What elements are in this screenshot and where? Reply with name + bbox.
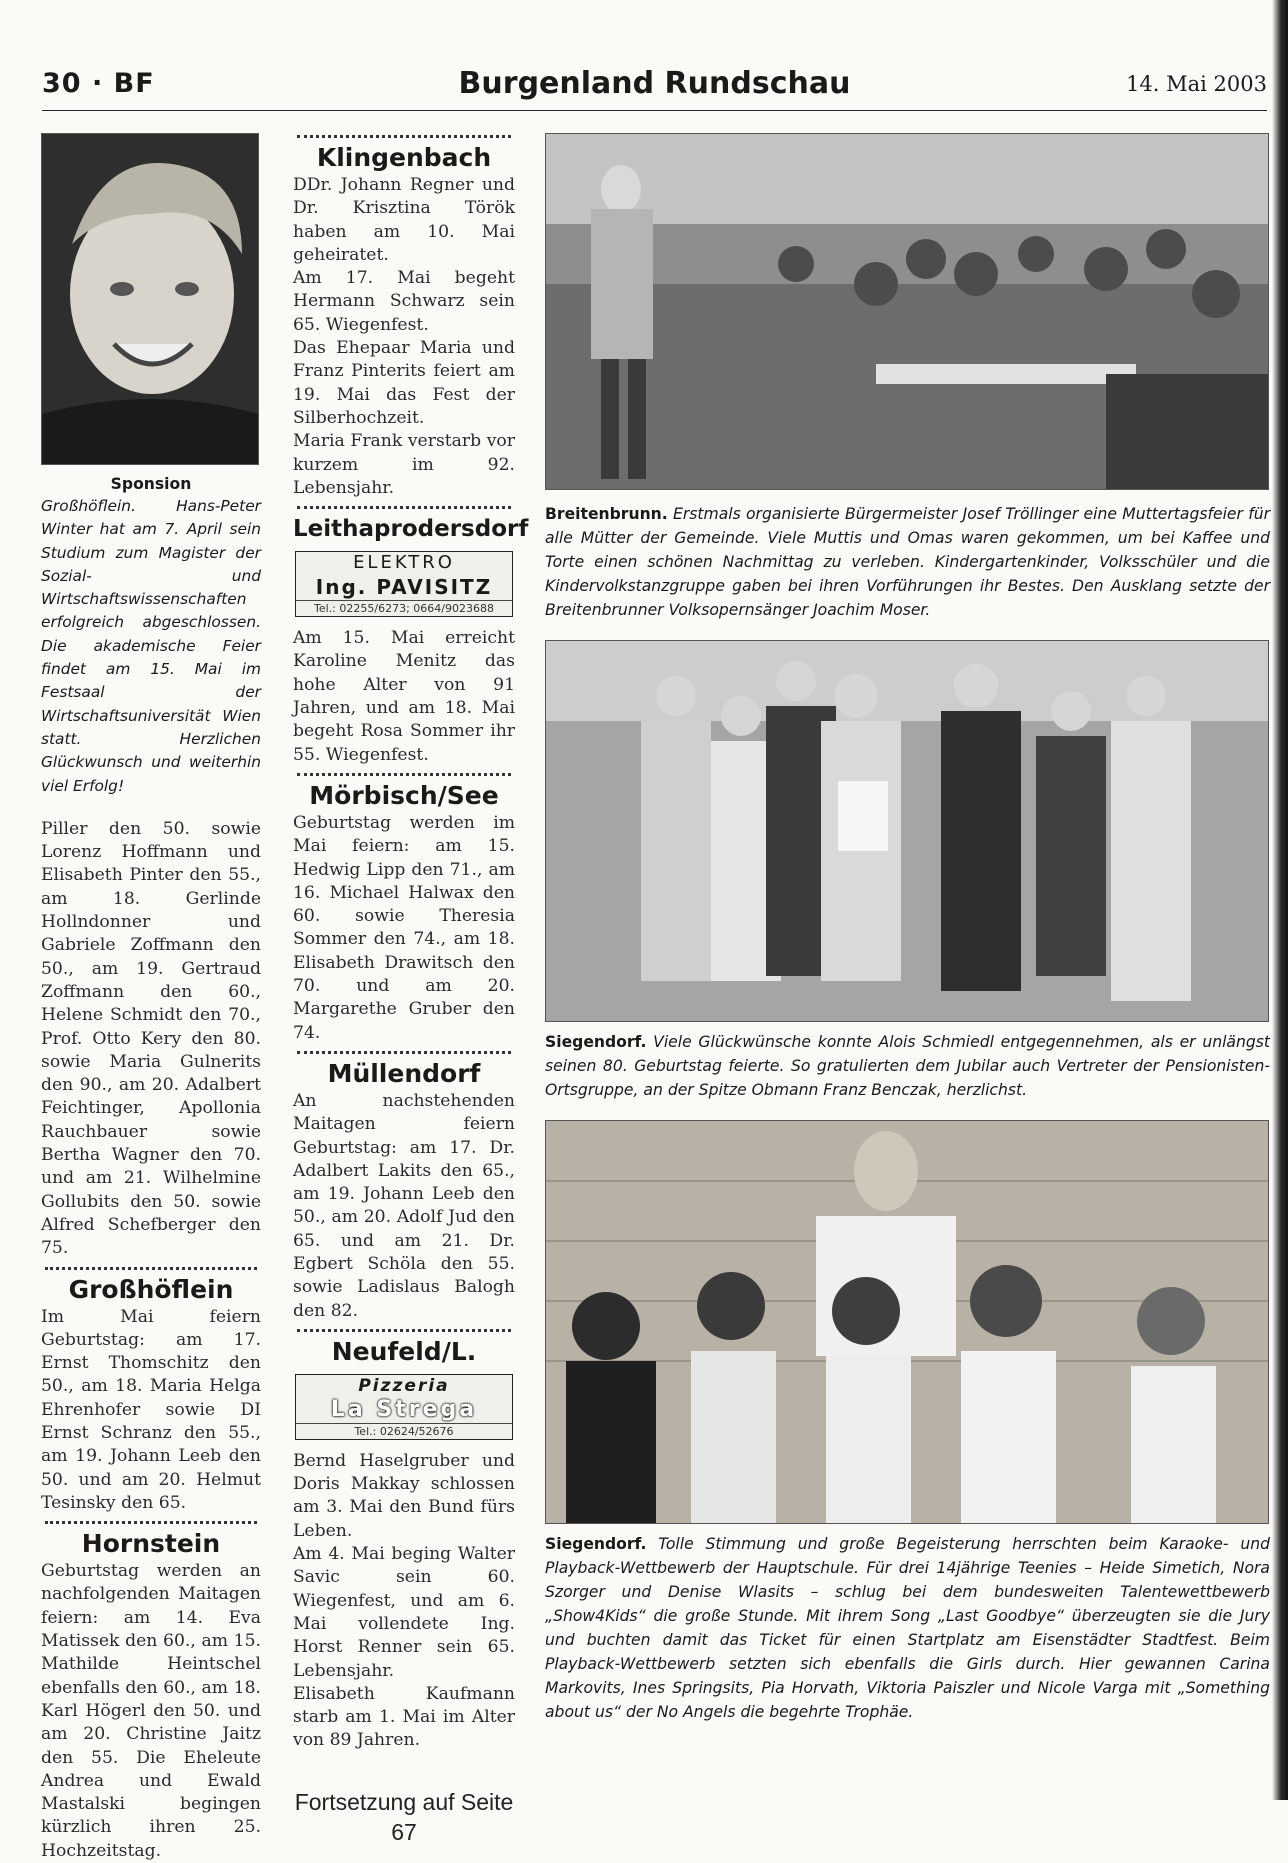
ad-line-2: Ing. PAVISITZ [315,575,493,600]
photo-breitenbrunn [545,133,1269,490]
newspaper-title: Burgenland Rundschau [458,66,851,101]
advertisement-pizzeria-la-strega [295,1374,513,1440]
muellendorf-text: An nachstehenden Maitagen feiern Geburtstag: am 17. Dr. Adalbert Lakits den 65., am 19. Johann Leeb den 50., am 20. Adolf Jud den 65. und am 21. Dr. Egbert Schöla den 55. sowie Ladislaus Balogh den 82. [293,1090,515,1321]
divider [297,1051,511,1054]
column-1 [41,133,261,1863]
caption-place: Siegendorf. [545,1033,647,1051]
caption-text: Viele Glückwünsche konnte Alois Schmiedl entgegennehmen, als er unlängst seinen 80. Geburtstag feierte. So gratulierten dem Jubilar auch Vertreter der Pensionisten-Ortsgruppe, an der Spitze Obmann Franz Benczak, herzlichst. [545,1033,1270,1099]
page-number: 30 · BF [42,68,155,99]
ad-phone: Tel.: 02624/52676 [296,1423,512,1439]
hornstein-text: Geburtstag werden an nachfolgenden Maitagen feiern: am 14. Eva Matissek den 60., am 15. Mathilde Heintschel ebenfalls den 60., am 18. Karl Högerl den 50. und am 20. Christine Jaitz den 55. Die Eheleute Andrea und Ewald Mastalski begingen kürzlich ihren 25. Hochzeitstag. [41,1561,261,1861]
divider [297,1329,511,1332]
neufeld-text-1: Bernd Haselgruber und Doris Makkay schlossen am 3. Mai den Bund fürs Leben. [293,1450,515,1541]
divider [297,506,511,509]
moerbisch-text: Geburtstag werden im Mai feiern: am 15. Hedwig Lipp den 71., am 16. Michael Halwax den 60. sowie Theresia Sommer den 74., am 18. Elisabeth Drawitsch den 70. und am 20. Margarethe Gruber den 74. [293,812,515,1043]
heading-leithaprodersdorf: Leithaprodersdorf [293,516,529,543]
caption-place: Siegendorf. [545,1535,647,1553]
klingenbach-text-3: Das Ehepaar Maria und Franz Pinterits feiert am 19. Mai das Fest der Silberhochzeit. [293,338,515,428]
photo-siegendorf-karaoke [545,1120,1269,1524]
heading-moerbisch: Mörbisch/See [309,780,499,810]
klingenbach-text-4: Maria Frank verstarb vor kurzem im 92. Lebensjahr. [293,431,515,498]
neufeld-text-3: Elisabeth Kaufmann starb am 1. Mai im Alter von 89 Jahren. [293,1683,515,1751]
heading-klingenbach: Klingenbach [316,143,492,172]
ad-phone: Tel.: 02255/6273; 0664/9023688 [296,600,512,616]
caption-siegendorf-jubilar [545,1030,1270,1102]
caption-text: Tolle Stimmung und große Begeisterung herrschten beim Karaoke- und Playback-Wettbewerb der Hauptschule. Für drei 14jährige Teenies – Heide Simetich, Nora Szorger und Denise Wlasits – schlug bei dem bundesweiten Talentewettbewerb „Show4Kids“ die große Stunde. Mit ihrem Song „Last Goodbye“ überzeugten sie die Jury und buchten damit das Ticket für einen Startplatz am Eisenstädter Stadtfest. Beim Playback-Wettbewerb setzten sich ebenfalls die Girls durch. Hier gewannen Carina Markovits, Ines Springsits, Pia Horvath, Viktoria Paiszler und Nicole Varga mit „Something about us“ der No Angels die begehrte Trophäe. [545,1535,1270,1721]
grosshoeflein-text: Im Mai feiern Geburtstag: am 17. Ernst Thomschitz den 50., am 18. Maria Helga Ehrenhofer sowie DI Ernst Schranz den 55., am 19. Johann Leeb den 50. und am 20. Helmut Tesinsky den 65. [41,1306,261,1513]
neufeld-text-2: Am 4. Mai beging Walter Savic sein 60. Wiegenfest, und am 6. Mai vollendete Ing. Horst Renner sein 65. Lebensjahr. [293,1544,515,1681]
divider [45,1521,257,1524]
heading-neufeld: Neufeld/L. [331,1336,477,1366]
birthday-list-text: Piller den 50. sowie Lorenz Hoffmann und Elisabeth Pinter den 55., am 18. Gerlinde Hollndonner und Gabriele Zoffmann den 50., am 19. Gertraud Zoffmann den 60., Helene Schmidt den 70., Prof. Otto Kery den 80. sowie Maria Gulnerits den 90., am 20. Adalbert Feichtinger, Apollonia Rauchbauer sowie Bertha Wagner den 70. und am 21. Wilhelmine Gollubits den 50. sowie Alfred Schefberger den 75. [41,818,261,1259]
leithaprodersdorf-text: Am 15. Mai erreicht Karoline Menitz das hohe Alter von 91 Jahren, und am 18. Mai begeht Rosa Sommer ihr 55. Wiegenfest. [293,628,515,765]
caption-breitenbrunn [545,502,1270,622]
photo-siegendorf-jubilar [545,640,1269,1022]
caption-text: Erstmals organisierte Bürgermeister Josef Tröllinger eine Muttertagsfeier für alle Mütter der Gemeinde. Viele Muttis und Omas waren gekommen, um bei Kaffee und Torte einen schönen Nachmittag zu verleben. Kindergartenkinder, Volksschüler und die Kindervolkstanzgruppe gaben bei ihren Vorführungen ihr Bestes. Den Ausklang setzte der Breitenbrunner Volksopernsänger Joachim Moser. [545,505,1270,619]
divider [297,773,511,776]
sponsion-title: Sponsion [110,475,192,493]
heading-hornstein: Hornstein [81,1529,221,1559]
caption-place: Breitenbrunn. [545,505,668,523]
column-2 [293,133,529,1847]
photo-siegendorf-jubilar-image [546,641,1268,1021]
column-3 [545,133,1270,1724]
photo-siegendorf-karaoke-image [546,1121,1268,1523]
ad-line-1: ELEKTRO [353,552,455,574]
heading-grosshoeflein: Großhöflein [68,1274,234,1304]
photo-breitenbrunn-image [546,134,1268,489]
continued-note: Fortsetzung auf Seite 67 [294,1788,514,1845]
advertisement-elektro-pavisitz [295,551,513,617]
page-header [42,66,1267,111]
divider [45,1267,257,1270]
portrait-photo [41,133,259,465]
caption-siegendorf-karaoke [545,1532,1270,1724]
sponsion-text: Großhöflein. Hans-Peter Winter hat am 7. April sein Studium zum Magister der Sozial- und Wirtschaftswissenschaften erfolgreich abgeschlossen. Die akademische Feier findet am 15. Mai im Festsaal der Wirtschaftsuniversität Wien statt. Herzlichen Glückwunsch und weiterhin viel Erfolg! [41,497,261,795]
klingenbach-text-1: DDr. Johann Regner und Dr. Krisztina Török haben am 10. Mai geheiratet. [293,175,515,265]
issue-date: 14. Mai 2003 [1126,72,1267,96]
ad-line-1: Pizzeria [358,1375,450,1396]
klingenbach-text-2: Am 17. Mai begeht Hermann Schwarz sein 65. Wiegenfest. [293,268,515,335]
heading-muellendorf: Müllendorf [327,1058,481,1088]
page-edge-shadow [1272,0,1288,1800]
ad-line-2: La Strega [330,1396,478,1422]
portrait-image [42,134,258,464]
divider [297,135,511,138]
